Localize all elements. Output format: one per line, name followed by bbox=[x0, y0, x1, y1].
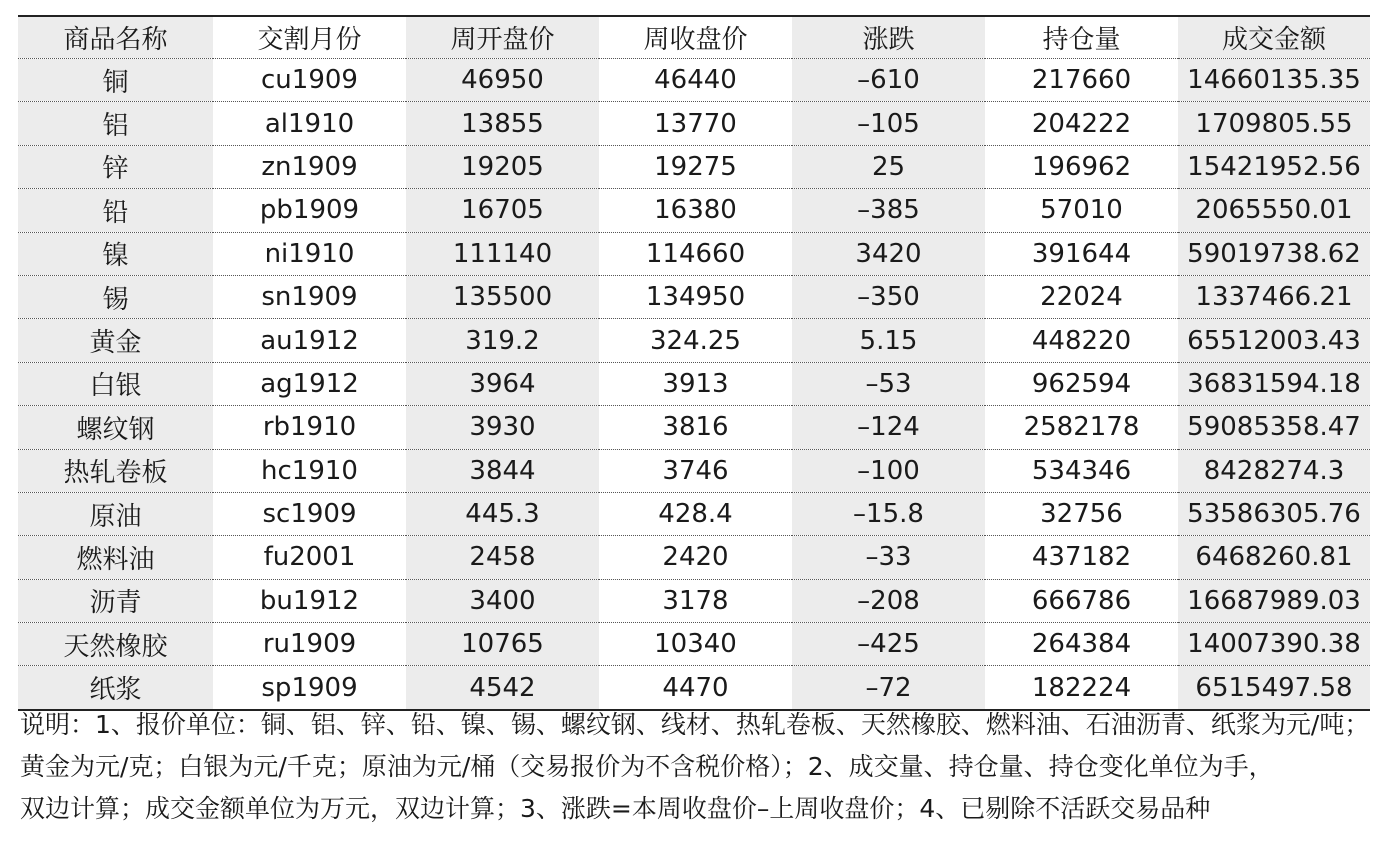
cell-change: –350 bbox=[792, 275, 985, 318]
cell-change: –53 bbox=[792, 362, 985, 405]
cell-weekly-close: 10340 bbox=[599, 623, 792, 666]
table-row bbox=[18, 579, 1370, 622]
header-turnover: 成交金额 bbox=[1178, 16, 1370, 59]
cell-change: –33 bbox=[792, 536, 985, 579]
cell-weekly-open: 3930 bbox=[406, 406, 599, 449]
header-delivery-month: 交割月份 bbox=[213, 16, 406, 59]
cell-weekly-open: 4542 bbox=[406, 666, 599, 710]
cell-commodity-name: 燃料油 bbox=[18, 536, 213, 579]
note-line: 黄金为元/克；白银为元/千克；原油为元/桶（交易报价为不含税价格）；2、成交量、持仓量、持仓变化单位为手， bbox=[20, 752, 1274, 781]
cell-turnover: 1337466.21 bbox=[1178, 275, 1370, 318]
cell-open-interest: 534346 bbox=[985, 449, 1178, 492]
table-row bbox=[18, 492, 1370, 535]
cell-commodity-name: 原油 bbox=[18, 492, 213, 535]
cell-commodity-name: 白银 bbox=[18, 362, 213, 405]
cell-delivery-month: pb1909 bbox=[213, 189, 406, 232]
cell-turnover: 36831594.18 bbox=[1178, 362, 1370, 405]
table-row bbox=[18, 319, 1370, 362]
cell-delivery-month: au1912 bbox=[213, 319, 406, 362]
cell-weekly-close: 46440 bbox=[599, 59, 792, 102]
cell-commodity-name: 铜 bbox=[18, 59, 213, 102]
table-row bbox=[18, 145, 1370, 188]
cell-turnover: 59019738.62 bbox=[1178, 232, 1370, 275]
futures-weekly-table bbox=[18, 15, 1370, 711]
table-row bbox=[18, 275, 1370, 318]
cell-change: –100 bbox=[792, 449, 985, 492]
cell-weekly-open: 10765 bbox=[406, 623, 599, 666]
cell-open-interest: 22024 bbox=[985, 275, 1178, 318]
cell-turnover: 16687989.03 bbox=[1178, 579, 1370, 622]
cell-open-interest: 2582178 bbox=[985, 406, 1178, 449]
cell-weekly-open: 16705 bbox=[406, 189, 599, 232]
cell-commodity-name: 锌 bbox=[18, 145, 213, 188]
table-row bbox=[18, 59, 1370, 102]
cell-commodity-name: 螺纹钢 bbox=[18, 406, 213, 449]
cell-open-interest: 182224 bbox=[985, 666, 1178, 710]
cell-open-interest: 217660 bbox=[985, 59, 1178, 102]
cell-weekly-open: 19205 bbox=[406, 145, 599, 188]
cell-change: –105 bbox=[792, 102, 985, 145]
cell-commodity-name: 热轧卷板 bbox=[18, 449, 213, 492]
cell-turnover: 59085358.47 bbox=[1178, 406, 1370, 449]
cell-change: –72 bbox=[792, 666, 985, 710]
cell-open-interest: 391644 bbox=[985, 232, 1178, 275]
cell-turnover: 15421952.56 bbox=[1178, 145, 1370, 188]
cell-change: 25 bbox=[792, 145, 985, 188]
header-row bbox=[18, 16, 1370, 59]
table-row bbox=[18, 536, 1370, 579]
cell-weekly-close: 324.25 bbox=[599, 319, 792, 362]
cell-weekly-open: 3964 bbox=[406, 362, 599, 405]
cell-delivery-month: bu1912 bbox=[213, 579, 406, 622]
table-notes bbox=[20, 704, 1370, 830]
cell-change: –425 bbox=[792, 623, 985, 666]
cell-weekly-open: 3400 bbox=[406, 579, 599, 622]
table-row bbox=[18, 449, 1370, 492]
table-row bbox=[18, 102, 1370, 145]
cell-weekly-open: 111140 bbox=[406, 232, 599, 275]
cell-open-interest: 437182 bbox=[985, 536, 1178, 579]
cell-delivery-month: ru1909 bbox=[213, 623, 406, 666]
cell-change: –208 bbox=[792, 579, 985, 622]
cell-commodity-name: 纸浆 bbox=[18, 666, 213, 710]
cell-delivery-month: ni1910 bbox=[213, 232, 406, 275]
table-header bbox=[18, 16, 1370, 59]
cell-weekly-close: 3913 bbox=[599, 362, 792, 405]
header-commodity-name: 商品名称 bbox=[18, 16, 213, 59]
cell-open-interest: 196962 bbox=[985, 145, 1178, 188]
cell-weekly-close: 3746 bbox=[599, 449, 792, 492]
cell-delivery-month: sn1909 bbox=[213, 275, 406, 318]
cell-commodity-name: 铅 bbox=[18, 189, 213, 232]
cell-turnover: 14660135.35 bbox=[1178, 59, 1370, 102]
cell-weekly-open: 13855 bbox=[406, 102, 599, 145]
table-row bbox=[18, 189, 1370, 232]
table-row bbox=[18, 362, 1370, 405]
cell-turnover: 2065550.01 bbox=[1178, 189, 1370, 232]
cell-open-interest: 57010 bbox=[985, 189, 1178, 232]
cell-delivery-month: zn1909 bbox=[213, 145, 406, 188]
cell-change: –15.8 bbox=[792, 492, 985, 535]
cell-delivery-month: sp1909 bbox=[213, 666, 406, 710]
cell-delivery-month: cu1909 bbox=[213, 59, 406, 102]
note-line: 说明：1、报价单位：铜、铝、锌、铅、镍、锡、螺纹钢、线材、热轧卷板、天然橡胶、燃料油、石油沥青、纸浆为元/吨； bbox=[20, 710, 1370, 739]
futures-weekly-table-container bbox=[18, 15, 1370, 711]
cell-weekly-open: 445.3 bbox=[406, 492, 599, 535]
cell-change: –124 bbox=[792, 406, 985, 449]
cell-delivery-month: rb1910 bbox=[213, 406, 406, 449]
cell-weekly-close: 13770 bbox=[599, 102, 792, 145]
cell-turnover: 6468260.81 bbox=[1178, 536, 1370, 579]
cell-commodity-name: 黄金 bbox=[18, 319, 213, 362]
cell-commodity-name: 锡 bbox=[18, 275, 213, 318]
cell-open-interest: 448220 bbox=[985, 319, 1178, 362]
cell-delivery-month: ag1912 bbox=[213, 362, 406, 405]
table-row bbox=[18, 623, 1370, 666]
cell-commodity-name: 镍 bbox=[18, 232, 213, 275]
cell-commodity-name: 天然橡胶 bbox=[18, 623, 213, 666]
cell-commodity-name: 铝 bbox=[18, 102, 213, 145]
cell-open-interest: 962594 bbox=[985, 362, 1178, 405]
cell-delivery-month: sc1909 bbox=[213, 492, 406, 535]
header-open-interest: 持仓量 bbox=[985, 16, 1178, 59]
cell-weekly-close: 16380 bbox=[599, 189, 792, 232]
cell-turnover: 14007390.38 bbox=[1178, 623, 1370, 666]
cell-weekly-close: 3178 bbox=[599, 579, 792, 622]
cell-weekly-close: 2420 bbox=[599, 536, 792, 579]
cell-weekly-open: 3844 bbox=[406, 449, 599, 492]
cell-open-interest: 32756 bbox=[985, 492, 1178, 535]
cell-change: 5.15 bbox=[792, 319, 985, 362]
header-weekly-close: 周收盘价 bbox=[599, 16, 792, 59]
cell-weekly-open: 135500 bbox=[406, 275, 599, 318]
cell-change: 3420 bbox=[792, 232, 985, 275]
cell-weekly-open: 2458 bbox=[406, 536, 599, 579]
cell-change: –610 bbox=[792, 59, 985, 102]
cell-weekly-open: 46950 bbox=[406, 59, 599, 102]
cell-weekly-open: 319.2 bbox=[406, 319, 599, 362]
cell-turnover: 53586305.76 bbox=[1178, 492, 1370, 535]
header-change: 涨跌 bbox=[792, 16, 985, 59]
cell-turnover: 1709805.55 bbox=[1178, 102, 1370, 145]
cell-commodity-name: 沥青 bbox=[18, 579, 213, 622]
table-row bbox=[18, 406, 1370, 449]
note-line: 双边计算；成交金额单位为万元，双边计算；3、涨跌=本周收盘价–上周收盘价；4、已剔除不活跃交易品种 bbox=[20, 794, 1211, 823]
cell-delivery-month: hc1910 bbox=[213, 449, 406, 492]
table-body bbox=[18, 59, 1370, 710]
cell-open-interest: 666786 bbox=[985, 579, 1178, 622]
table-row bbox=[18, 232, 1370, 275]
cell-weekly-close: 134950 bbox=[599, 275, 792, 318]
cell-weekly-close: 4470 bbox=[599, 666, 792, 710]
cell-weekly-close: 114660 bbox=[599, 232, 792, 275]
cell-weekly-close: 19275 bbox=[599, 145, 792, 188]
cell-open-interest: 264384 bbox=[985, 623, 1178, 666]
cell-change: –385 bbox=[792, 189, 985, 232]
cell-turnover: 6515497.58 bbox=[1178, 666, 1370, 710]
cell-turnover: 65512003.43 bbox=[1178, 319, 1370, 362]
header-weekly-open: 周开盘价 bbox=[406, 16, 599, 59]
cell-open-interest: 204222 bbox=[985, 102, 1178, 145]
cell-delivery-month: fu2001 bbox=[213, 536, 406, 579]
cell-weekly-close: 3816 bbox=[599, 406, 792, 449]
cell-turnover: 8428274.3 bbox=[1178, 449, 1370, 492]
cell-delivery-month: al1910 bbox=[213, 102, 406, 145]
cell-weekly-close: 428.4 bbox=[599, 492, 792, 535]
